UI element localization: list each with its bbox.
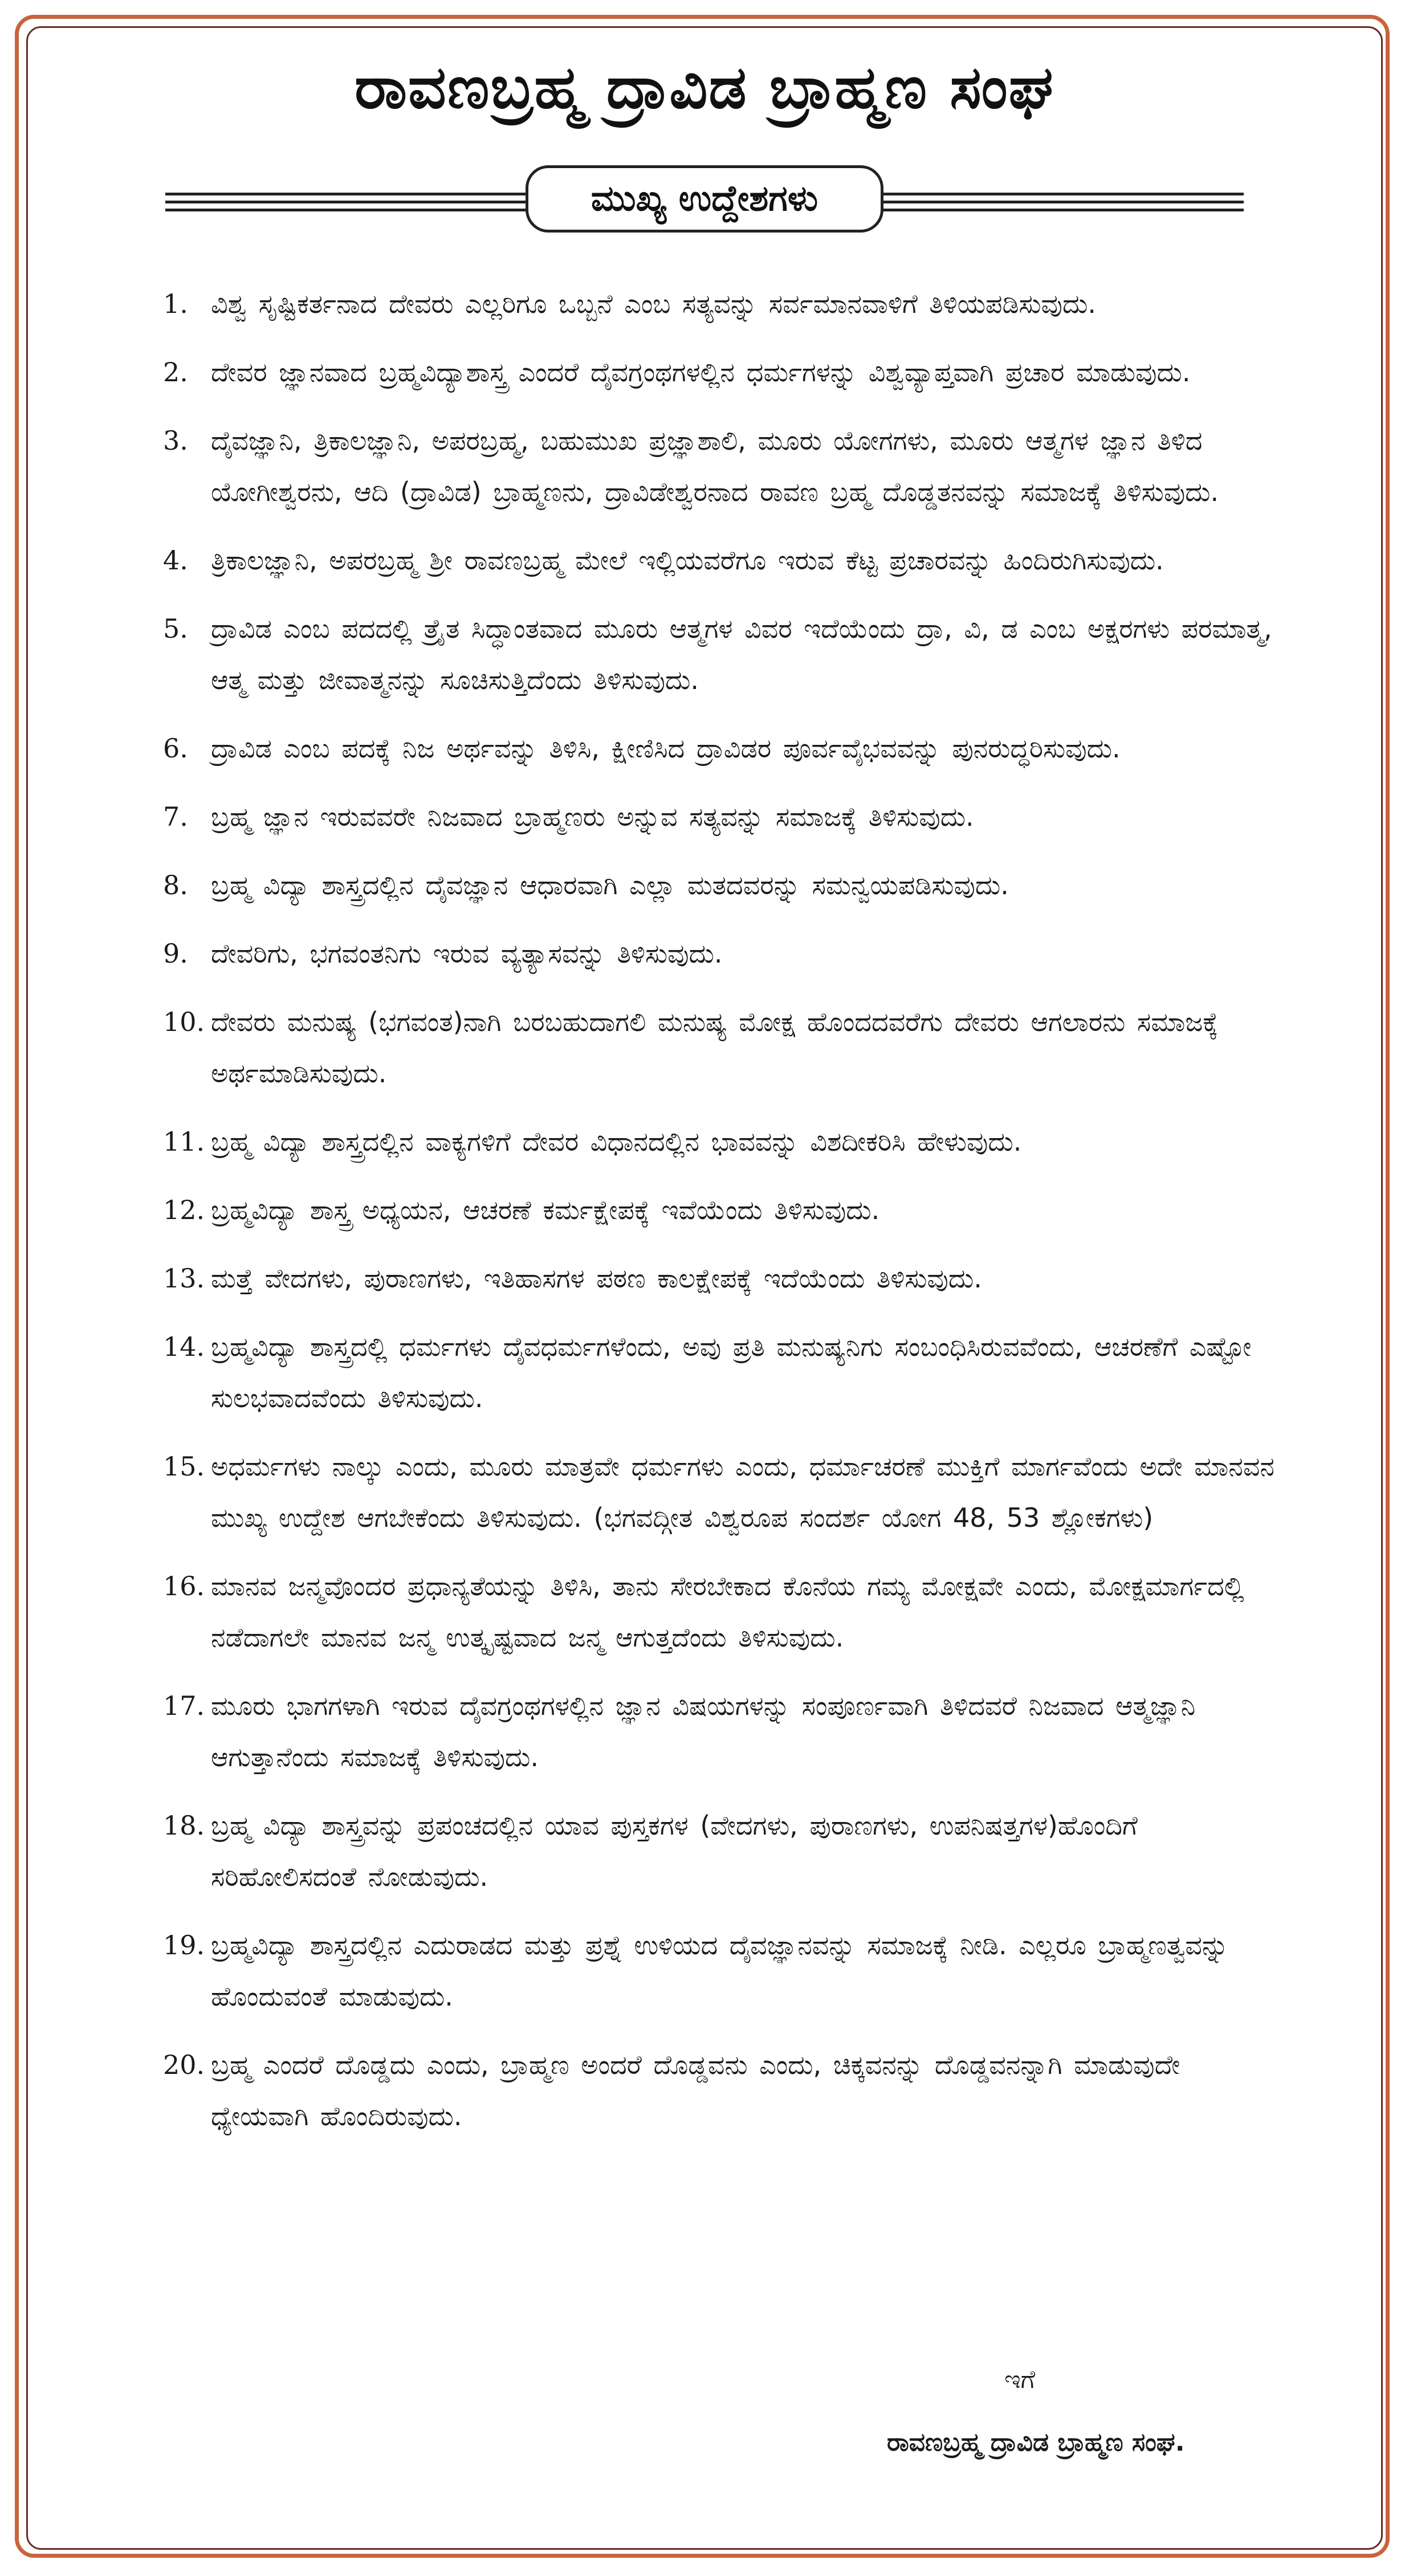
item-number: 9. [163, 938, 188, 969]
list-item [163, 791, 1280, 842]
item-text: ದೇವರು ಮನುಷ್ಯ (ಭಗವಂತ)ನಾಗಿ ಬರಬಹುದಾಗಲಿ ಮನುಷ್ಯ ಮೋಕ್ಷ ಹೊಂದದವರೆಗು ದೇವರು ಆಗಲಾರನು ಸಮಾಜಕ್ಕೆ ಅರ್ಥಮಾಡಿಸುವುದು. [211, 1006, 1219, 1089]
item-number: 15. [163, 1451, 205, 1482]
item-number: 5. [163, 613, 188, 644]
item-text: ದೈವಜ್ಞಾನಿ, ತ್ರಿಕಾಲಜ್ಞಾನಿ, ಅಪರಬ್ರಹ್ಮ, ಬಹುಮುಖ ಪ್ರಜ್ಞಾಶಾಲಿ, ಮೂರು ಯೋಗಗಳು, ಮೂರು ಆತ್ಮಗಳ ಜ್ಞಾನ ತಿಳಿದ ಯೋಗೀಶ್ವರನು, ಆದಿ (ದ್ರಾವಿಡ) ಬ್ರಾಹ್ಮಣನು, ದ್ರಾವಿಡೇಶ್ವರನಾದ ರಾವಣ ಬ್ರಹ್ಮ ದೊಡ್ಡತನವನ್ನು ಸಮಾಜಕ್ಕೆ ತಿಳಿಸುವುದು. [211, 425, 1219, 507]
list-item [163, 859, 1280, 911]
item-number: 2. [163, 357, 188, 388]
list-item [163, 2039, 1280, 2142]
item-number: 14. [163, 1331, 205, 1362]
item-text: ಅಧರ್ಮಗಳು ನಾಲ್ಕು ಎಂದು, ಮೂರು ಮಾತ್ರವೇ ಧರ್ಮಗಳು ಎಂದು, ಧರ್ಮಾಚರಣೆ ಮುಕ್ತಿಗೆ ಮಾರ್ಗವೆಂದು ಅದೇ ಮಾನವನ ಮುಖ್ಯ ಉದ್ದೇಶ ಆಗಬೇಕೆಂದು ತಿಳಿಸುವುದು. (ಭಗವದ್ಗೀತ ವಿಶ್ವರೂಪ ಸಂದರ್ಶ ಯೋಗ 48, 53 ಶ್ಲೋಕಗಳು) [211, 1451, 1274, 1533]
item-text: ದ್ರಾವಿಡ ಎಂಬ ಪದದಲ್ಲಿ ತ್ರೈತ ಸಿದ್ಧಾಂತವಾದ ಮೂರು ಆತ್ಮಗಳ ವಿವರ ಇದೆಯೆಂದು ದ್ರಾ, ವಿ, ಡ ಎಂಬ ಅಕ್ಷರಗಳು ಪರಮಾತ್ಮ, ಆತ್ಮ ಮತ್ತು ಜೀವಾತ್ಮನನ್ನು ಸೂಚಿಸುತ್ತಿದೆಂದು ತಿಳಿಸುವುದು. [211, 613, 1272, 695]
section-heading-banner: ಮುಖ್ಯ ಉದ್ದೇಶಗಳು [526, 165, 883, 233]
list-item [163, 603, 1280, 706]
list-item [163, 1560, 1280, 1663]
item-text: ಬ್ರಹ್ಮ ಜ್ಞಾನ ಇರುವವರೇ ನಿಜವಾದ ಬ್ರಾಹ್ಮಣರು ಅನ್ನುವ ಸತ್ಯವನ್ನು ಸಮಾಜಕ್ಕೆ ತಿಳಿಸುವುದು. [211, 801, 974, 832]
item-number: 8. [163, 870, 188, 900]
item-number: 3. [163, 425, 188, 456]
signature-greeting: ಇಗೆ [1004, 2365, 1036, 2394]
item-number: 1. [163, 288, 188, 319]
item-number: 4. [163, 545, 188, 576]
item-text: ಮೂರು ಭಾಗಗಳಾಗಿ ಇರುವ ದೈವಗ್ರಂಥಗಳಲ್ಲಿನ ಜ್ಞಾನ ವಿಷಯಗಳನ್ನು ಸಂಪೂರ್ಣವಾಗಿ ತಿಳಿದವರೆ ನಿಜವಾದ ಆತ್ಮಜ್ಞಾನಿ ಆಗುತ್ತಾನೆಂದು ಸಮಾಜಕ್ಕೆ ತಿಳಿಸುವುದು. [211, 1690, 1196, 1772]
item-text: ತ್ರಿಕಾಲಜ್ಞಾನಿ, ಅಪರಬ್ರಹ್ಮ ಶ್ರೀ ರಾವಣಬ್ರಹ್ಮ ಮೇಲೆ ಇಲ್ಲಿಯವರೆಗೂ ಇರುವ ಕೆಟ್ಟ ಪ್ರಚಾರವನ್ನು ಹಿಂದಿರುಗಿಸುವುದು. [211, 545, 1164, 576]
list-item [163, 1441, 1280, 1543]
item-number: 16. [163, 1571, 205, 1601]
item-number: 12. [163, 1195, 205, 1225]
item-number: 11. [163, 1126, 205, 1157]
item-text: ದೇವರ ಜ್ಞಾನವಾದ ಬ್ರಹ್ಮವಿದ್ಯಾಶಾಸ್ತ್ರ ಎಂದರೆ ದೈವಗ್ರಂಥಗಳಲ್ಲಿನ ಧರ್ಮಗಳನ್ನು ವಿಶ್ವವ್ಯಾಪ್ತವಾಗಿ ಪ್ರಚಾರ ಮಾಡುವುದು. [211, 357, 1191, 388]
list-item [163, 415, 1280, 517]
item-text: ಮತ್ತೆ ವೇದಗಳು, ಪುರಾಣಗಳು, ಇತಿಹಾಸಗಳ ಪಠಣ ಕಾಲಕ್ಷೇಪಕ್ಕೆ ಇದೆಯೆಂದು ತಿಳಿಸುವುದು. [211, 1263, 982, 1294]
item-text: ಮಾನವ ಜನ್ಮವೊಂದರ ಪ್ರಧಾನ್ಯತೆಯನ್ನು ತಿಳಿಸಿ, ತಾನು ಸೇರಬೇಕಾದ ಕೊನೆಯ ಗಮ್ಯ ಮೋಕ್ಷವೇ ಎಂದು, ಮೋಕ್ಷಮಾರ್ಗದಲ್ಲಿ ನಡೆದಾಗಲೇ ಮಾನವ ಜನ್ಮ ಉತ್ಕೃಷ್ಟವಾದ ಜನ್ಮ ಆಗುತ್ತದೆಂದು ತಿಳಿಸುವುದು. [211, 1571, 1244, 1653]
item-text: ಬ್ರಹ್ಮವಿದ್ಯಾ ಶಾಸ್ತ್ರದಲ್ಲಿ ಧರ್ಮಗಳು ದೈವಧರ್ಮಗಳೆಂದು, ಅವು ಪ್ರತಿ ಮನುಷ್ಯನಿಗು ಸಂಬಂಧಿಸಿರುವವೆಂದು, ಆಚರಣೆಗೆ ಎಷ್ಟೋ ಸುಲಭವಾದವೆಂದು ತಿಳಿಸುವುದು. [211, 1331, 1252, 1413]
list-item [163, 1680, 1280, 1783]
list-item [163, 278, 1280, 329]
item-text: ದೇವರಿಗು, ಭಗವಂತನಿಗು ಇರುವ ವ್ಯತ್ಯಾಸವನ್ನು ತಿಳಿಸುವುದು. [211, 938, 723, 969]
item-number: 7. [163, 801, 188, 832]
list-item [163, 535, 1280, 586]
list-item [163, 1321, 1280, 1424]
list-item [163, 1116, 1280, 1167]
item-text: ಬ್ರಹ್ಮ ಎಂದರೆ ದೊಡ್ಡದು ಎಂದು, ಬ್ರಾಹ್ಮಣ ಅಂದರೆ ದೊಡ್ಡವನು ಎಂದು, ಚಿಕ್ಕವನನ್ನು ದೊಡ್ಡವನನ್ನಾಗಿ ಮಾಡುವುದೇ ಧ್ಯೇಯವಾಗಿ ಹೊಂದಿರುವುದು. [211, 2049, 1180, 2131]
item-number: 10. [163, 1006, 205, 1037]
item-number: 17. [163, 1690, 205, 1721]
item-text: ಬ್ರಹ್ಮ ವಿದ್ಯಾ ಶಾಸ್ತ್ರವನ್ನು ಪ್ರಪಂಚದಲ್ಲಿನ ಯಾವ ಪುಸ್ತಕಗಳ (ವೇದಗಳು, ಪುರಾಣಗಳು, ಉಪನಿಷತ್ತಗಳ)ಹೊಂದಿಗೆ ಸರಿಹೋಲಿಸದಂತೆ ನೋಡುವುದು. [211, 1810, 1138, 1892]
objectives-list [163, 278, 1280, 2159]
list-item [163, 1184, 1280, 1236]
page-title: ರಾವಣಬ್ರಹ್ಮ ದ್ರಾವಿಡ ಬ್ರಾಹ್ಮಣ ಸಂಘ [355, 52, 1054, 122]
item-text: ಬ್ರಹ್ಮವಿದ್ಯಾ ಶಾಸ್ತ್ರದಲ್ಲಿನ ಎದುರಾಡದ ಮತ್ತು ಪ್ರಶ್ನೆ ಉಳಿಯದ ದೈವಜ್ಞಾನವನ್ನು ಸಮಾಜಕ್ಕೆ ನೀಡಿ. ಎಲ್ಲರೂ ಬ್ರಾಹ್ಮಣತ್ವವನ್ನು ಹೊಂದುವಂತೆ ಮಾಡುವುದು. [211, 1930, 1229, 2012]
list-item [163, 347, 1280, 398]
item-number: 13. [163, 1263, 205, 1294]
item-text: ಬ್ರಹ್ಮ ವಿದ್ಯಾ ಶಾಸ್ತ್ರದಲ್ಲಿನ ವಾಕ್ಯಗಳಿಗೆ ದೇವರ ವಿಧಾನದಲ್ಲಿನ ಭಾವವನ್ನು ವಿಶದೀಕರಿಸಿ ಹೇಳುವುದು. [211, 1126, 1022, 1157]
list-item [163, 723, 1280, 774]
item-number: 19. [163, 1930, 205, 1960]
item-text: ದ್ರಾವಿಡ ಎಂಬ ಪದಕ್ಕೆ ನಿಜ ಅರ್ಥವನ್ನು ತಿಳಿಸಿ, ಕ್ಷೀಣಿಸಿದ ದ್ರಾವಿಡರ ಪೂರ್ವವೈಭವವನ್ನು ಪುನರುದ್ಧರಿಸುವುದು. [211, 733, 1121, 764]
item-number: 20. [163, 2049, 205, 2080]
signature-organization-name: ರಾವಣಬ್ರಹ್ಮ ದ್ರಾವಿಡ ಬ್ರಾಹ್ಮಣ ಸಂಘ. [887, 2428, 1185, 2457]
list-item [163, 996, 1280, 1099]
list-item [163, 1800, 1280, 1902]
list-item [163, 1919, 1280, 2022]
item-text: ಬ್ರಹ್ಮವಿದ್ಯಾ ಶಾಸ್ತ್ರ ಅಧ್ಯಯನ, ಆಚರಣೆ ಕರ್ಮಕ್ಷೇಪಕ್ಕೆ ಇವೆಯೆಂದು ತಿಳಿಸುವುದು. [211, 1195, 880, 1225]
item-text: ವಿಶ್ವ ಸೃಷ್ಟಿಕರ್ತನಾದ ದೇವರು ಎಲ್ಲರಿಗೂ ಒಬ್ಬನೆ ಎಂಬ ಸತ್ಯವನ್ನು ಸರ್ವಮಾನವಾಳಿಗೆ ತಿಳಿಯಪಡಿಸುವುದು. [211, 288, 1096, 319]
list-item [163, 1253, 1280, 1304]
list-item [163, 928, 1280, 979]
item-text: ಬ್ರಹ್ಮ ವಿದ್ಯಾ ಶಾಸ್ತ್ರದಲ್ಲಿನ ದೈವಜ್ಞಾನ ಆಧಾರವಾಗಿ ಎಲ್ಲಾ ಮತದವರನ್ನು ಸಮನ್ವಯಪಡಿಸುವುದು. [211, 870, 1009, 900]
item-number: 18. [163, 1810, 205, 1841]
item-number: 6. [163, 733, 188, 764]
